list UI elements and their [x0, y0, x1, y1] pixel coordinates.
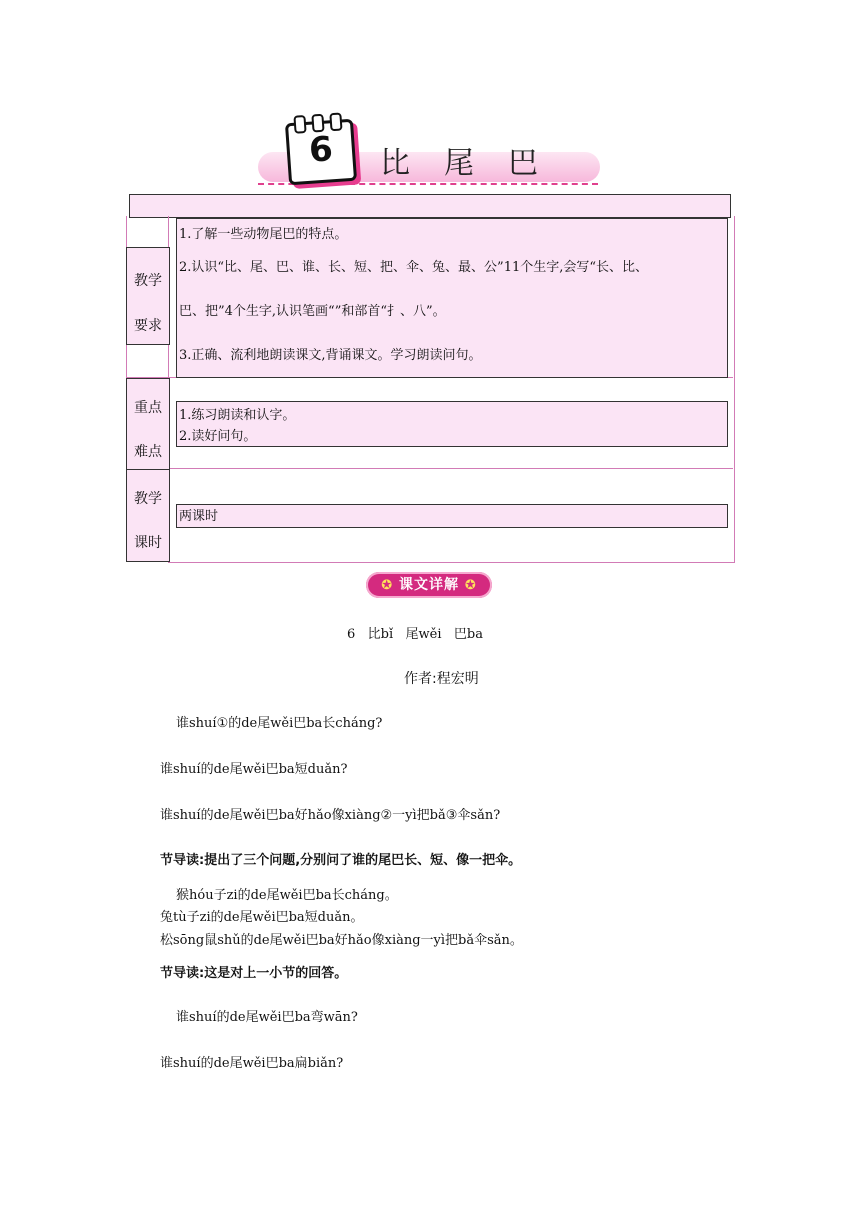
table-header-bar — [129, 194, 731, 218]
section-banner-label: 课文详解 — [399, 577, 459, 593]
verse-line: 谁shuí的de尾wěi巴ba扁biǎn? — [160, 1056, 344, 1071]
author-line: 作者:程宏明 — [404, 671, 479, 687]
verse-line: 谁shuí①的de尾wěi巴ba长cháng? — [176, 716, 383, 731]
requirement-line: 3.正确、流利地朗读课文,背诵课文。学习朗读问句。 — [179, 348, 482, 363]
key-points-box — [176, 401, 728, 447]
requirement-line: 1.了解一些动物尾巴的特点。 — [179, 227, 348, 242]
label-teaching-requirements: 教学 要求 — [126, 247, 170, 345]
requirement-line: 2.认识“比、尾、巴、谁、长、短、把、伞、兔、最、公”11个生字,会写“长、比、 — [179, 260, 649, 275]
section-guide: 节导读:这是对上一小节的回答。 — [160, 966, 348, 981]
section-guide: 节导读:提出了三个问题,分别问了谁的尾巴长、短、像一把伞。 — [160, 853, 522, 868]
table-divider — [126, 468, 733, 469]
requirement-line: 巴、把”4个生字,认识笔画“”和部首“扌、八”。 — [179, 304, 446, 319]
verse-line: 谁shuí的de尾wěi巴ba弯wān? — [176, 1010, 358, 1025]
verse-line: 谁shuí的de尾wěi巴ba短duǎn? — [160, 762, 348, 777]
calendar-icon — [285, 119, 357, 186]
text-heading: 6 比bǐ 尾wěi 巴ba — [347, 627, 483, 642]
verse-line: 兔tù子zi的de尾wěi巴ba短duǎn。 — [160, 910, 364, 925]
lesson-title: 比尾巴 — [380, 146, 572, 181]
verse-line: 猴hóu子zi的de尾wěi巴ba长cháng。 — [176, 888, 398, 903]
verse-line: 松sōng鼠shǔ的de尾wěi巴ba好hǎo像xiàng一yì把bǎ伞sǎn。 — [160, 933, 523, 948]
class-hours-value: 两课时 — [179, 509, 219, 524]
key-point-line: 2.读好问句。 — [179, 429, 257, 444]
class-hours-box — [176, 504, 728, 528]
label-class-hours: 教学 课时 — [126, 469, 170, 562]
verse-line: 谁shuí的de尾wěi巴ba好hǎo像xiàng②一yì把bǎ③伞sǎn? — [160, 808, 501, 823]
key-point-line: 1.练习朗读和认字。 — [179, 408, 296, 423]
lesson-number: 6 — [307, 129, 335, 171]
label-key-points: 重点 难点 — [126, 378, 170, 470]
requirements-box — [176, 218, 728, 378]
star-icon: ✪ — [381, 578, 394, 593]
star-icon: ✪ — [464, 578, 477, 593]
section-banner — [366, 572, 492, 598]
